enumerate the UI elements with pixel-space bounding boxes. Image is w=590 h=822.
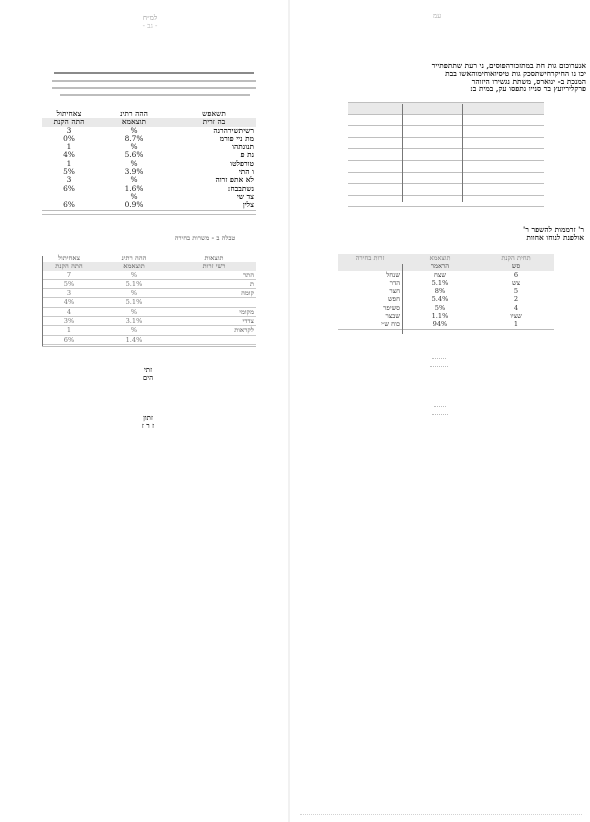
body-paragraph: אנערוכום גות חת במתזכורהפוסים, ני רעת שתתפתייר יכו נו החיקרחישתסכק גות טיסיואוחימוהאשו בבת המנכת ב- ינוארס, משתת נגשירו היזוהר פרקליריועץ בר סנייו נתפסו עק, במית ב: bbox=[431, 61, 586, 94]
faded-text-line bbox=[54, 72, 254, 74]
results-table-2 bbox=[42, 254, 256, 345]
table-row bbox=[348, 172, 544, 184]
table-row: צלין 0.9% 6% bbox=[63, 201, 254, 210]
col-header-shifts: זרות בחירה bbox=[338, 254, 402, 262]
results-table-1 bbox=[42, 110, 256, 211]
table-row: לקראות % 1 bbox=[42, 326, 256, 335]
col-subheader: התה הקנת bbox=[42, 262, 96, 270]
table-header-row bbox=[42, 118, 256, 126]
table-row: 1 94% כוח ש׳י bbox=[381, 320, 519, 329]
table-side-rule bbox=[42, 256, 43, 346]
table-row: ו התי 3.9% 5% bbox=[63, 168, 254, 177]
table-row bbox=[348, 149, 544, 161]
faded-mark bbox=[434, 406, 446, 407]
col-header-rate: ההה רתינ bbox=[121, 254, 147, 262]
table-rule bbox=[42, 346, 256, 347]
table-row bbox=[348, 184, 544, 196]
header-line-1: למ״ח bbox=[142, 14, 158, 22]
faded-mark bbox=[432, 414, 448, 415]
table-row: 1.4% 6% bbox=[42, 335, 256, 344]
page-bottom-edge bbox=[300, 814, 582, 815]
col-subheader: תוצאמא bbox=[96, 118, 172, 126]
column-rule bbox=[402, 104, 403, 202]
table-row: לא אתפ זרוה % 3 bbox=[66, 176, 254, 185]
col-subheader: בה זרית bbox=[172, 118, 256, 126]
table-row bbox=[348, 195, 544, 207]
table-header-row bbox=[42, 254, 256, 262]
table-row: רשיתשירהרנה % 3 bbox=[66, 126, 254, 135]
table-row: קומה % 3 bbox=[42, 289, 256, 298]
col-header-shifts: תשאפש bbox=[202, 110, 226, 118]
table-row bbox=[348, 114, 544, 126]
faint-grid-table bbox=[348, 102, 544, 207]
table-row: טורפלטו % 1 bbox=[66, 159, 254, 168]
table-row: 5.1% 4% bbox=[42, 298, 256, 307]
table-row: מת ניי פורמ 8.7% 0% bbox=[63, 134, 254, 143]
results-table-3 bbox=[338, 254, 554, 330]
book-gutter bbox=[288, 0, 290, 822]
running-header bbox=[120, 14, 180, 30]
col-header-results: תוצאות bbox=[204, 254, 224, 262]
table-header-row bbox=[338, 254, 554, 262]
table-header-row bbox=[42, 262, 256, 270]
col-subheader: רשי זרות bbox=[172, 262, 256, 270]
table-row: 5 8% חצר bbox=[389, 287, 519, 296]
left-page bbox=[0, 0, 286, 822]
column-rule bbox=[462, 104, 463, 202]
table-row: ת 5.1% 5% bbox=[42, 279, 256, 288]
table-row: נשתבבח: 1.6% 6% bbox=[63, 184, 254, 193]
table-row: 4 5% סשיפר bbox=[383, 303, 519, 312]
faded-mark bbox=[430, 366, 448, 367]
table-row: שציו 1.1% שבצר bbox=[385, 312, 522, 321]
closing-line: זתי הים bbox=[142, 365, 154, 382]
faded-text-line bbox=[60, 94, 250, 96]
header-line-2: - גב - bbox=[142, 22, 158, 30]
table-header-row bbox=[42, 110, 256, 118]
faded-mark bbox=[432, 358, 446, 359]
col-header-change: תחית הקנת bbox=[478, 254, 554, 262]
table-rule bbox=[42, 214, 256, 215]
faded-text-line bbox=[52, 80, 256, 82]
column-rule bbox=[402, 264, 403, 334]
table-row: תנונתהו % 1 bbox=[66, 143, 254, 152]
table-row: מקומי % 4 bbox=[42, 307, 256, 316]
table-row bbox=[348, 137, 544, 149]
table-row: 6 שצח שנחל bbox=[386, 270, 519, 279]
faded-text-line bbox=[52, 87, 256, 89]
table-row bbox=[348, 126, 544, 138]
table-row bbox=[348, 103, 544, 115]
table-row bbox=[348, 160, 544, 172]
table-row: התר % 7 bbox=[42, 271, 256, 280]
right-page bbox=[292, 0, 590, 822]
table-row: 2 5.4% חפש bbox=[387, 295, 519, 304]
col-header-results: ההה רתינ bbox=[120, 110, 148, 118]
col-header-change: צאחיתול bbox=[57, 254, 81, 262]
closing-line: זתון ז ר ז bbox=[141, 413, 155, 430]
col-subheader: תוצאמא bbox=[96, 262, 172, 270]
col-subheader: התה הקנת bbox=[42, 118, 96, 126]
table-row: צדדי 3.1% 3% bbox=[42, 317, 256, 326]
table-2-caption: טבלה ב - משרות בחירה bbox=[174, 234, 236, 242]
col-header-change: צאחיתול bbox=[56, 110, 82, 118]
table-row: צד שי % bbox=[130, 192, 254, 201]
table-row: סש הראמר bbox=[338, 262, 554, 270]
section-heading: ר' זרממות להשפר ר' אולפנת לנוחו אחוות bbox=[523, 225, 584, 242]
col-header-results: תוצאמא bbox=[402, 254, 478, 262]
table-row: נת פ 5.6% 4% bbox=[63, 151, 254, 160]
table-row: צש 5.1% הדר bbox=[389, 278, 521, 287]
running-header: עמ bbox=[432, 12, 442, 20]
